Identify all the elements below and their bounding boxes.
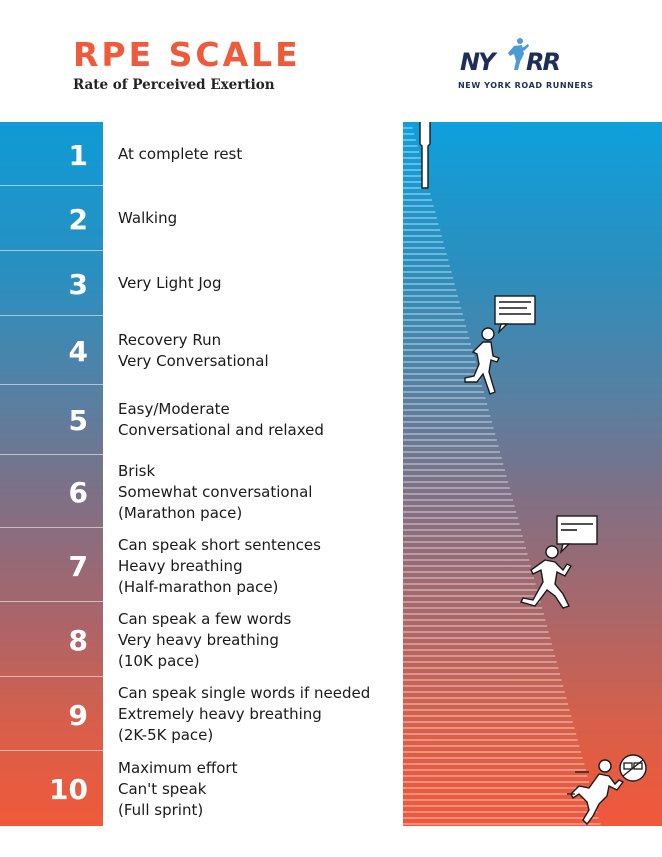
scale-row-9 (0, 677, 662, 751)
scale-row-6 (0, 455, 662, 528)
level-description: Can speak short sentences Heavy breathing (Half-marathon pace) (118, 536, 321, 596)
level-description: Very Light Jog (118, 274, 222, 292)
scale-row-3 (0, 251, 662, 316)
logo-caption: NEW YORK ROAD RUNNERS (458, 81, 594, 90)
level-description: At complete rest (118, 145, 243, 163)
page-subtitle: Rate of Perceived Exertion (73, 77, 275, 93)
level-description: Maximum effort Can't speak (Full sprint) (118, 759, 238, 819)
level-description: Walking (118, 209, 178, 227)
level-description: Can speak a few words Very heavy breathing (10K pace) (118, 610, 292, 670)
scale-row-5 (0, 385, 662, 455)
level-number: 8 (68, 624, 88, 657)
level-number: 10 (49, 773, 88, 806)
scale-row-8 (0, 602, 662, 677)
page-title: RPE SCALE (73, 35, 301, 74)
scale-row-1 (0, 122, 662, 186)
level-description: Easy/Moderate Conversational and relaxed (118, 400, 324, 439)
level-number: 9 (68, 699, 88, 732)
scale-row-10 (0, 751, 662, 826)
scale-row-2 (0, 186, 662, 251)
level-number: 4 (68, 335, 88, 368)
level-description: Brisk Somewhat conversational (Marathon pace) (118, 462, 313, 522)
level-number: 2 (68, 203, 88, 236)
scale-row-7 (0, 528, 662, 602)
svg-text:NY: NY (460, 48, 494, 76)
level-description: Can speak single words if needed Extremely heavy breathing (2K-5K pace) (118, 684, 371, 744)
level-number: 3 (68, 268, 88, 301)
level-description: Recovery Run Very Conversational (118, 331, 269, 370)
level-number: 5 (68, 404, 88, 437)
level-number: 6 (68, 476, 88, 509)
level-number: 1 (68, 139, 88, 172)
level-number: 7 (68, 550, 88, 583)
scale-row-4 (0, 316, 662, 385)
svg-text:RR: RR (526, 48, 559, 76)
